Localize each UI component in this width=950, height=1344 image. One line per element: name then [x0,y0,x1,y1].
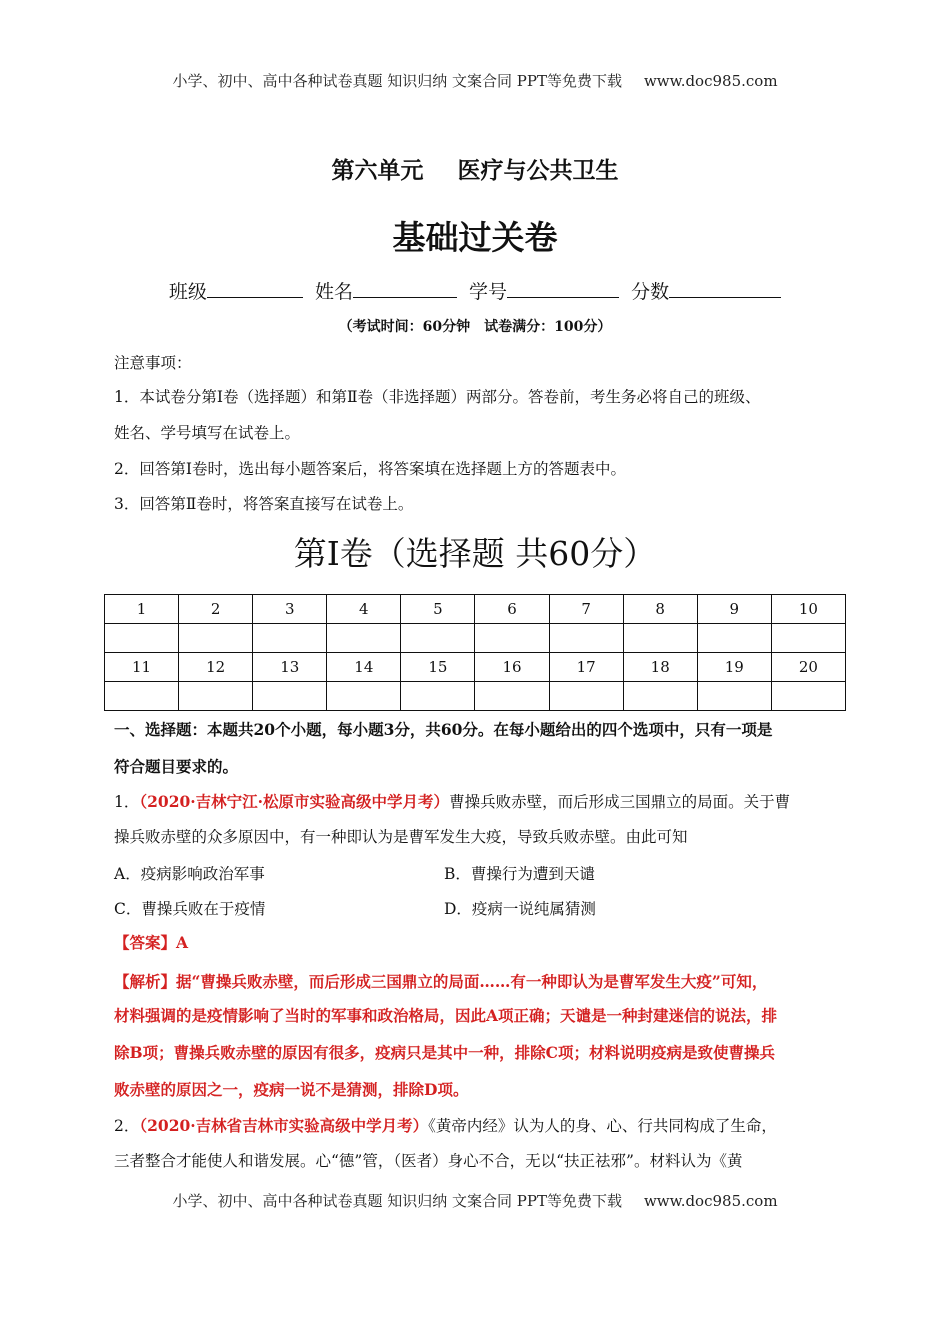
number-label: 学号 [469,281,508,303]
number-field[interactable] [507,279,619,298]
analysis-line-1: 【解析】据“曹操兵败赤壁，而后形成三国鼎立的局面……有一种即认为是曹军发生大疫”可知， [114,972,768,991]
unit-label: 第六单元 [331,158,424,184]
analysis-line-4: 败赤壁的原因之一，疫病一说不是猜测，排除D项。 [114,1080,469,1099]
question-1-stem [114,784,844,820]
answer-cell[interactable] [401,624,475,653]
answer-label: 【答案】A [114,933,189,952]
notice-line-2: 2．回答第Ⅰ卷时，选出每小题答案后，将答案填在选择题上方的答题表中。 [114,460,626,478]
analysis-line-2: 材料强调的是疫情影响了当时的军事和政治格局，因此A项正确；天谴是一种封建迷信的说法，排 [114,1006,778,1025]
analysis-line-3: 除B项；曹操兵败赤壁的原因有很多，疫病只是其中一种，排除C项；材料说明疫病是致使曹操兵 [114,1043,775,1062]
answer-table-header-row-1 [105,595,846,624]
answer-cell[interactable] [327,682,401,711]
answer-cell[interactable] [105,624,179,653]
instructions-line-1: 一、选择题：本题共20个小题，每小题3分，共60分。在每小题给出的四个选项中，只有一项是 [114,720,773,739]
table-cell: 8 [623,595,697,624]
answer-cell[interactable] [401,682,475,711]
notice-line-1: 1．本试卷分第Ⅰ卷（选择题）和第Ⅱ卷（非选择题）两部分。答卷前，考生务必将自己的班级、 [114,388,761,406]
option-d[interactable]: D．疫病一说纯属猜测 [444,900,596,918]
header-site-link[interactable]: www.doc985.com [643,72,778,90]
question-source: （2020·吉林宁江·松原市实验高级中学月考） [139,792,450,811]
answer-cell[interactable] [327,624,401,653]
score-field[interactable] [669,279,781,298]
notice-line-1b: 姓名、学号填写在试卷上。 [114,424,301,442]
option-a[interactable]: A．疫病影响政治军事 [114,865,265,883]
table-cell: 6 [475,595,549,624]
table-cell: 17 [549,653,623,682]
page-footer [0,1190,950,1211]
table-cell: 18 [623,653,697,682]
answer-table-input-row-2 [105,682,846,711]
header-text: 小学、初中、高中各种试卷真题 知识归纳 文案合同 PPT等免费下载 [172,72,622,90]
option-c[interactable]: C．曹操兵败在于疫情 [114,900,266,918]
question-1-stem-cont: 操兵败赤壁的众多原因中，有一种即认为是曹军发生大疫，导致兵败赤壁。由此可知 [114,828,688,846]
footer-text: 小学、初中、高中各种试卷真题 知识归纳 文案合同 PPT等免费下载 [172,1192,622,1210]
name-label: 姓名 [314,281,353,303]
table-cell: 16 [475,653,549,682]
class-field[interactable] [207,279,303,298]
unit-title [0,152,950,185]
score-label: 分数 [631,281,670,303]
answer-table [104,594,846,711]
page-header [0,70,950,91]
table-cell: 10 [771,595,845,624]
answer-cell[interactable] [105,682,179,711]
table-cell: 9 [697,595,771,624]
unit-topic: 医疗与公共卫生 [457,158,619,184]
student-info-fields [0,277,950,304]
table-cell: 4 [327,595,401,624]
notice-line-3: 3．回答第Ⅱ卷时，将答案直接写在试卷上。 [114,495,414,513]
answer-table-header-row-2 [105,653,846,682]
question-stem-text: 曹操兵败赤壁，而后形成三国鼎立的局面。关于曹 [449,793,791,811]
table-cell: 12 [179,653,253,682]
table-cell: 1 [105,595,179,624]
question-number: 1． [114,793,140,811]
answer-cell[interactable] [623,624,697,653]
table-cell: 2 [179,595,253,624]
answer-cell[interactable] [623,682,697,711]
table-cell: 11 [105,653,179,682]
question-source: （2020·吉林省吉林市实验高级中学月考） [139,1116,429,1135]
answer-cell[interactable] [549,682,623,711]
answer-cell[interactable] [179,682,253,711]
answer-cell[interactable] [697,682,771,711]
answer-cell[interactable] [475,682,549,711]
footer-site-link[interactable]: www.doc985.com [643,1192,778,1210]
class-label: 班级 [168,281,207,303]
table-cell: 14 [327,653,401,682]
notice-heading: 注意事项： [114,354,192,372]
table-cell: 3 [253,595,327,624]
answer-cell[interactable] [771,682,845,711]
answer-table-input-row-1 [105,624,846,653]
answer-cell[interactable] [253,682,327,711]
answer-cell[interactable] [549,624,623,653]
answer-cell[interactable] [475,624,549,653]
exam-time-note: （考试时间：60分钟 试卷满分：100分） [338,319,612,335]
name-field[interactable] [353,279,457,298]
answer-cell[interactable] [179,624,253,653]
table-cell: 5 [401,595,475,624]
table-cell: 13 [253,653,327,682]
option-b[interactable]: B．曹操行为遭到天谴 [444,865,595,883]
question-number: 2． [114,1117,140,1135]
answer-cell[interactable] [697,624,771,653]
answer-cell[interactable] [253,624,327,653]
page-title: 基础过关卷 [392,218,558,257]
question-2-stem [114,1108,844,1144]
question-2-stem-cont: 三者整合才能使人和谐发展。心“德”管，（医者）身心不合，无以“扶正祛邪”。材料认为《黄 [114,1152,743,1170]
section-title: 第Ⅰ卷（选择题 共60分） [293,534,657,573]
table-cell: 19 [697,653,771,682]
instructions-line-2: 符合题目要求的。 [114,757,239,776]
table-cell: 20 [771,653,845,682]
table-cell: 7 [549,595,623,624]
question-stem-text: 《黄帝内经》认为人的身、心、行共同构成了生命， [428,1117,777,1135]
table-cell: 15 [401,653,475,682]
answer-cell[interactable] [771,624,845,653]
